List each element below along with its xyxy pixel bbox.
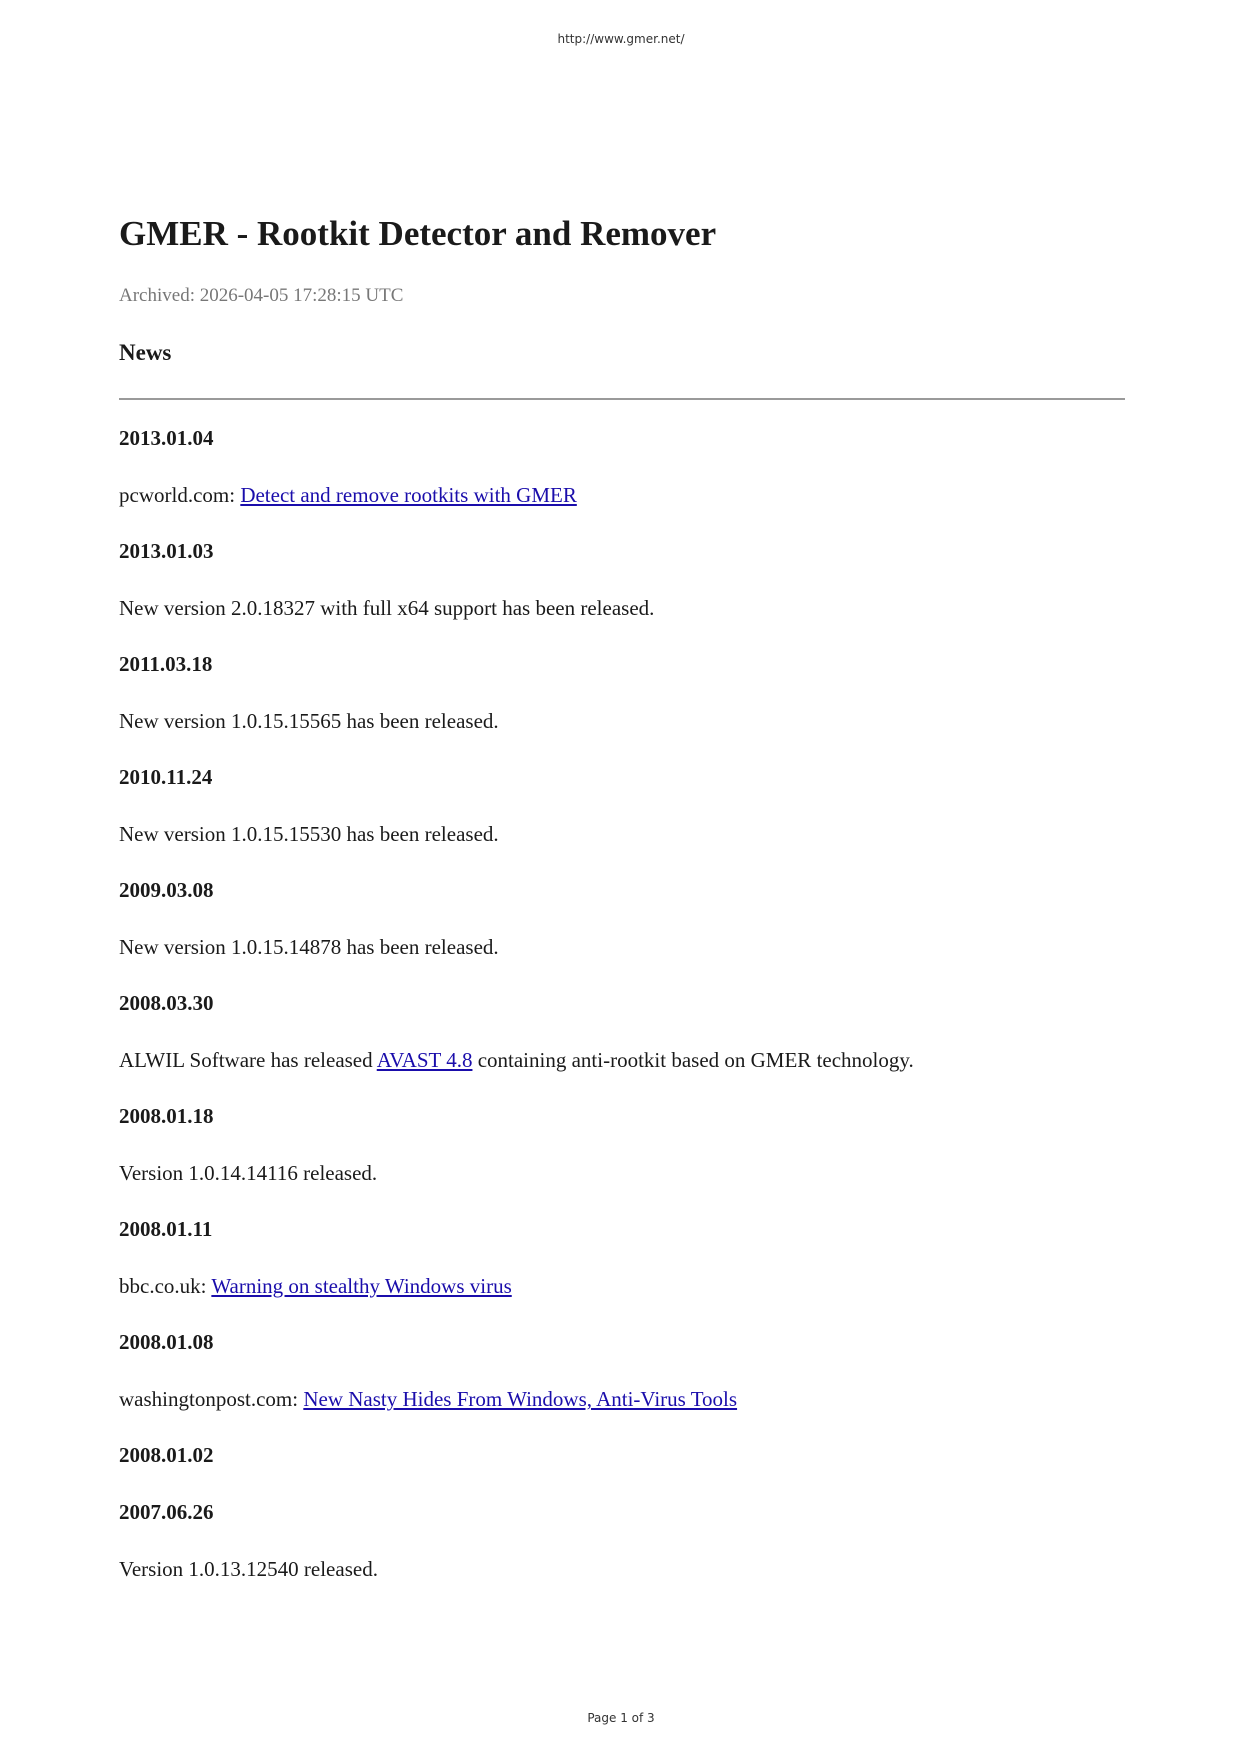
news-source: washingtonpost.com: (119, 1387, 304, 1411)
page-header-url: http://www.gmer.net/ (557, 32, 685, 46)
news-date: 2008.03.30 (119, 991, 214, 1015)
news-source: pcworld.com: (119, 483, 241, 507)
news-item-text: New version 1.0.15.15565 has been released. (119, 709, 499, 733)
news-source: bbc.co.uk: (119, 1274, 212, 1298)
news-date: 2013.01.03 (119, 539, 214, 563)
news-item-text: New version 1.0.15.15530 has been released. (119, 822, 499, 846)
news-link[interactable]: Detect and remove rootkits with GMER (240, 483, 577, 507)
page-title: GMER - Rootkit Detector and Remover (119, 214, 717, 253)
news-source: ALWIL Software has released (119, 1048, 377, 1072)
news-date: 2011.03.18 (119, 652, 213, 676)
divider (119, 398, 1125, 400)
news-item-text (119, 483, 577, 508)
news-date: 2007.06.26 (119, 1500, 214, 1524)
news-item-text: New version 2.0.18327 with full x64 support has been released. (119, 596, 655, 620)
archived-timestamp: Archived: 2026-04-05 17:28:15 UTC (119, 285, 404, 306)
news-item-text: Version 1.0.13.12540 released. (119, 1557, 378, 1581)
news-link[interactable]: New Nasty Hides From Windows, Anti-Virus Tools (303, 1387, 738, 1411)
news-item-text (119, 1048, 914, 1073)
news-suffix: containing anti-rootkit based on GMER technology. (472, 1048, 914, 1072)
news-link[interactable]: AVAST 4.8 (376, 1048, 473, 1072)
news-date: 2010.11.24 (119, 765, 213, 789)
news-date: 2009.03.08 (119, 878, 214, 902)
news-link[interactable]: Warning on stealthy Windows virus (211, 1274, 512, 1298)
news-date: 2008.01.08 (119, 1330, 214, 1354)
news-date: 2013.01.04 (119, 426, 214, 450)
news-item-text (119, 1387, 737, 1412)
news-heading: News (119, 340, 172, 365)
page-number: Page 1 of 3 (587, 1711, 655, 1725)
news-date: 2008.01.18 (119, 1104, 214, 1128)
news-item-text: Version 1.0.14.14116 released. (119, 1161, 378, 1185)
news-date: 2008.01.11 (119, 1217, 213, 1241)
news-item-text: New version 1.0.15.14878 has been released. (119, 935, 499, 959)
news-item-text (119, 1274, 512, 1299)
news-date: 2008.01.02 (119, 1443, 214, 1467)
